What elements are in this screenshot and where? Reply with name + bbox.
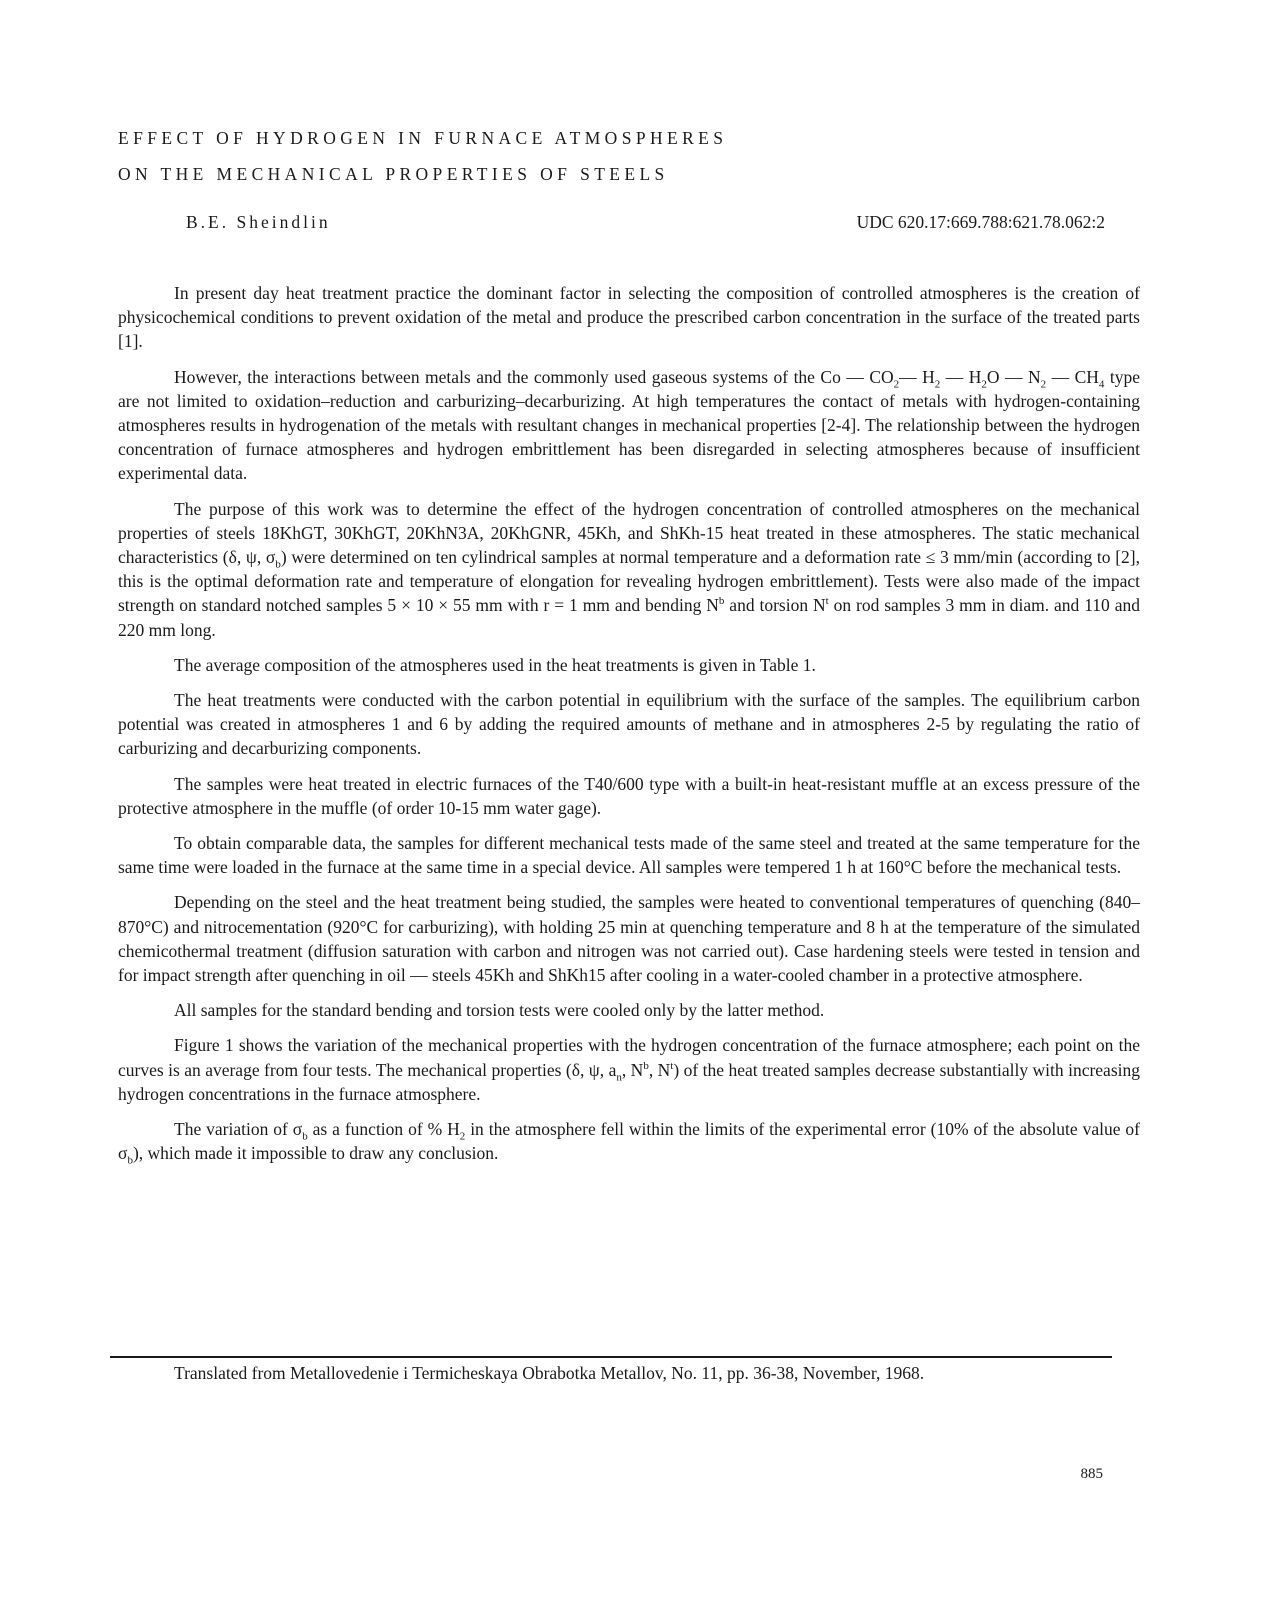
- paragraph-7: To obtain comparable data, the samples for different mechanical tests made of the same steel and treated at the same temperature for the same time were loaded in the furnace at the same time in a special device. All samples were tempered 1 h at 160°C before the mechanical tests.: [118, 833, 1140, 878]
- p2-text-c: — H: [940, 366, 982, 387]
- p2-sub-co2: 2: [893, 378, 900, 391]
- translation-footnote: Translated from Metallovedenie i Termicheskaya Obrabotka Metallov, No. 11, pp. 36-38, November, 1968.: [174, 1363, 925, 1383]
- paragraph-3: [118, 497, 1140, 642]
- p10-text-c: , N: [648, 1059, 671, 1080]
- p2-sub-n2: 2: [1040, 378, 1047, 391]
- p11-text-c: in the atmosphere fell within the limits of the experimental error (10% of the absolute value of σ: [118, 1119, 1140, 1164]
- p10-sup-t: t: [670, 1059, 674, 1072]
- p2-sub-ch4: 4: [1098, 378, 1105, 391]
- p2-text-e: — CH: [1046, 366, 1099, 387]
- author: B.E. Sheindlin: [186, 212, 331, 232]
- page-number: 885: [1080, 1466, 1103, 1482]
- paper-title-line-1: EFFECT OF HYDROGEN IN FURNACE ATMOSPHERES: [118, 128, 728, 148]
- paragraph-10: [118, 1033, 1140, 1106]
- p3-sup-bending: b: [718, 595, 725, 608]
- p2-text-b: — H: [899, 366, 935, 387]
- p11-sub-2: 2: [459, 1130, 466, 1143]
- footnote-rule: [110, 1356, 1112, 1358]
- paragraph-4: The average composition of the atmospheres used in the heat treatments is given in Table 1.: [174, 654, 816, 675]
- p3-text-a: The purpose of this work was to determine the effect of the hydrogen concentration of controlled atmospheres on the mechanical properties of steels 18KhGT, 30KhGT, 20KhN3A, 20KhGNR, 45Kh, and ShKh-15 heat treated in these atmospheres. The static mechanical characteristics (δ, ψ, σ: [118, 498, 1140, 568]
- p10-text-b: , N: [621, 1059, 644, 1080]
- paragraph-5: The heat treatments were conducted with the carbon potential in equilibrium with the surface of the samples. The equilibrium carbon potential was created in atmospheres 1 and 6 by adding the required amounts of methane and in atmospheres 2-5 by regulating the ratio of carburizing and decarburizing components.: [118, 690, 1140, 759]
- paragraph-8: Depending on the steel and the heat treatment being studied, the samples were heated to conventional temperatures of quenching (840–870°C) and nitrocementation (920°C for carburizing), with holding 25 min at quenching temperature and 8 h at the temperature of the simulated chemicothermal treatment (diffusion saturation with carbon and nitrogen was not carried out). Case hardening steels were tested in tension and for impact strength after quenching in oil — steels 45Kh and ShKh15 after cooling in a water-cooled chamber in a protective atmosphere.: [118, 892, 1140, 986]
- p10-text-a: Figure 1 shows the variation of the mechanical properties with the hydrogen concentration of the furnace atmosphere; each point on the curves is an average from four tests. The mechanical properties (δ, ψ, a: [118, 1035, 1140, 1080]
- p11-text-b: as a function of % H: [307, 1119, 460, 1140]
- paragraph-6: The samples were heat treated in electric furnaces of the T40/600 type with a built-in heat-resistant muffle at an excess pressure of the protective atmosphere in the muffle (of order 10-15 mm water gage).: [118, 773, 1140, 818]
- udc-code: UDC 620.17:669.788:621.78.062:2: [856, 212, 1105, 232]
- paper-title-line-2: ON THE MECHANICAL PROPERTIES OF STEELS: [118, 164, 669, 184]
- paragraph-9: All samples for the standard bending and torsion tests were cooled only by the latter method.: [174, 1000, 825, 1021]
- p3-text-d: on rod samples 3 mm in diam. and 110 and 220 mm long.: [118, 595, 1140, 640]
- p2-text-f: type are not limited to oxidation–reduction and carburizing–decarburizing. At high temperatures the contact of metals with hydrogen-containing atmospheres results in hydrogenation of the metals with resultant changes in mechanical properties [2-4]. The relationship between the hydrogen concentration of furnace atmospheres and hydrogen embrittlement has been disregarded in selecting atmospheres because of insufficient experimental data.: [118, 366, 1141, 484]
- p11-sub-b-1: b: [302, 1130, 308, 1143]
- p11-text-d: ), which made it impossible to draw any conclusion.: [132, 1143, 499, 1164]
- p10-sup-b: b: [643, 1059, 649, 1072]
- p3-text-c: and torsion N: [724, 595, 826, 616]
- p2-text-a: However, the interactions between metals and the commonly used gaseous systems of the Co — CO: [174, 366, 894, 387]
- p3-sup-torsion: t: [825, 595, 829, 608]
- p10-sub-n: n: [616, 1071, 622, 1084]
- article-body: [118, 281, 1140, 1177]
- paragraph-2: [118, 365, 1140, 486]
- paragraph-11: [118, 1117, 1140, 1165]
- p2-sub-h2o: 2: [981, 378, 987, 391]
- p10-text-d: ) of the heat treated samples decrease substantially with increasing hydrogen concentrations in the furnace atmosphere.: [118, 1059, 1141, 1104]
- paragraph-1: In present day heat treatment practice the dominant factor in selecting the composition of controlled atmospheres is the creation of physicochemical conditions to prevent oxidation of the metal and produce the prescribed carbon concentration in the surface of the treated parts [1].: [118, 283, 1140, 352]
- p11-sub-b-2: b: [127, 1154, 133, 1167]
- p2-sub-h2: 2: [934, 378, 941, 391]
- p3-text-b: ) were determined on ten cylindrical samples at normal temperature and a deformation rate ≤ 3 mm/min (according to [2], this is the optimal deformation rate and temperature of elongation for revealing hydrogen embrittlement). Tests were also made of the impact strength on standard notched samples 5 × 10 × 55 mm with r = 1 mm and bending N: [118, 547, 1140, 616]
- p11-text-a: The variation of σ: [174, 1119, 303, 1140]
- p2-text-d: O — N: [986, 366, 1041, 387]
- p3-sub-sigma-b: b: [275, 558, 281, 571]
